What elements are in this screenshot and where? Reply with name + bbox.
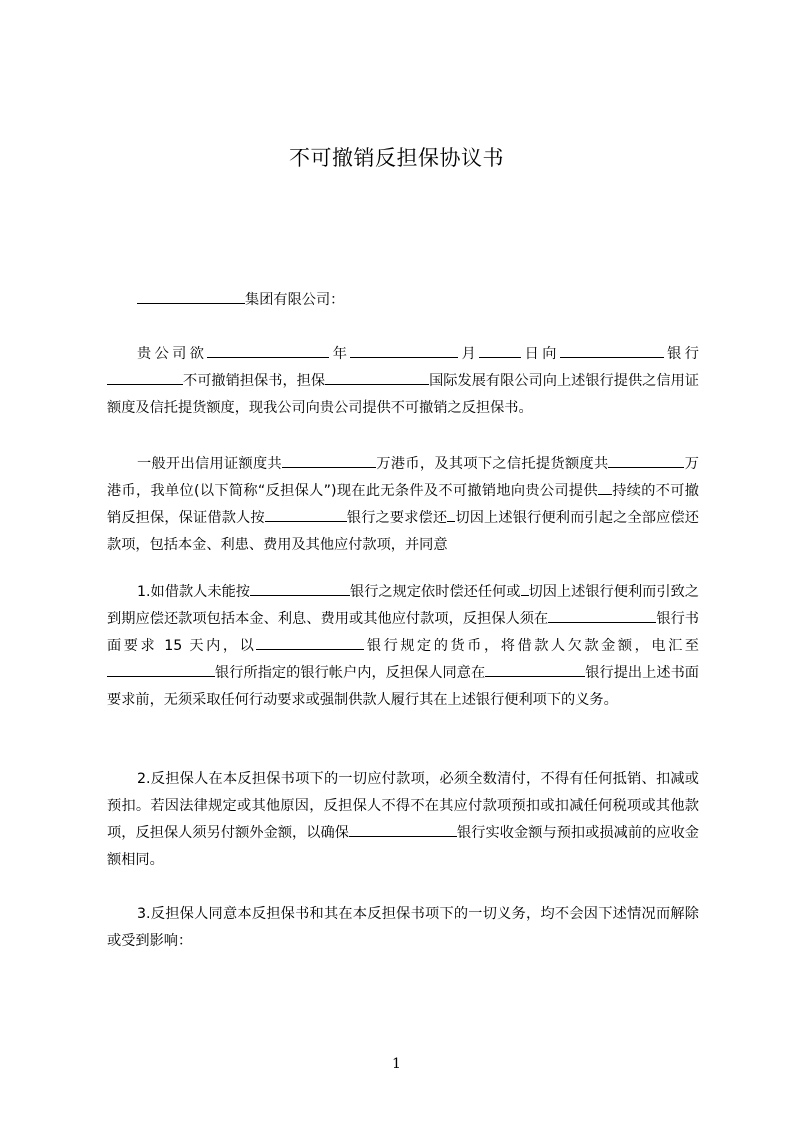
para1-text-2: 年 — [329, 346, 351, 362]
paragraph-2 — [107, 451, 699, 559]
clause-2 — [107, 766, 699, 874]
para2-text-4: 持续的不可撤销反担保，保证借款人按 — [107, 483, 699, 526]
blank — [207, 343, 329, 358]
blank — [265, 507, 347, 522]
clause1-text-6: 银行所指定的银行帐户内，反担保人同意在 — [215, 665, 486, 681]
clause1-text-3: 切因上述银行便利而引致之到期应偿还款项包括本金、利息、费用或其他应付款项，反担保人须在 — [107, 584, 699, 627]
blank — [256, 635, 364, 650]
page-number: 1 — [392, 1056, 401, 1072]
clause3-text-1: 3.反担保人同意本反担保书和其在本反担保书项下的一切义务，均不会因下述情况而解除或受到影响： — [107, 906, 699, 949]
blank — [485, 662, 585, 677]
para2-text-2: 万港币，及其项下之信托提货额度共 — [376, 456, 609, 472]
clause2-text-1: 2.反担保人在本反担保书项下的一切应付款项，必须全数清付，不得有任何抵销、扣减或预扣。若因法律规定或其他原因，反担保人不得不在其应付款项预扣或扣减任何税项或其他款项，反担保人须另付额外金额，以确保 — [107, 771, 699, 841]
blank — [282, 453, 376, 468]
blank — [598, 480, 612, 495]
clause1-text-2: 银行之规定依时偿还任何或 — [350, 584, 521, 600]
document-title: 不可撤销反担保协议书 — [289, 146, 504, 170]
blank — [560, 343, 664, 358]
blank — [350, 343, 458, 358]
addressee-suffix: 集团有限公司： — [245, 292, 345, 308]
clause1-text-4: 银行书面要求 15 天内，以 — [107, 611, 699, 654]
clause1-text-1: 1.如借款人未能按 — [137, 584, 250, 600]
blank — [548, 608, 656, 623]
blank — [479, 343, 521, 358]
blank — [107, 662, 215, 677]
blank — [325, 370, 429, 385]
clause2-text-2: 银行实收金额与预扣或损减前的应收金额相同。 — [107, 825, 699, 868]
para2-text-1: 一般开出信用证额度共 — [137, 456, 283, 472]
para2-text-5: 银行之要求偿还 — [346, 510, 448, 526]
clause-1 — [107, 579, 699, 714]
clause1-text-7: 银行提出上述书面要求前，无须采取任何行动要求或强制供款人履行其在上述银行便利项下的义务。 — [107, 665, 699, 708]
clause-3 — [107, 901, 699, 955]
para2-text-6: 切因上述银行便利而引起之全部应偿还款项，包括本金、利患、费用及其他应付款项，并同意 — [107, 510, 699, 553]
para2-text-3: 万港币，我单位(以下简称“反担保人”)现在此无条件及不可撤销地向贵公司提供 — [107, 456, 699, 499]
blank — [608, 453, 684, 468]
para1-text-4: 日向 — [521, 346, 560, 362]
para1-text-3: 月 — [458, 346, 480, 362]
paragraph-1 — [107, 341, 699, 422]
para1-text-6: 不可撤销担保书，担保 — [183, 373, 326, 389]
para1-text-1: 贵公司欲 — [137, 346, 208, 362]
para1-text-5: 银行 — [663, 346, 699, 362]
blank — [250, 581, 350, 596]
blank — [107, 370, 183, 385]
company-blank — [137, 289, 245, 304]
addressee-line — [107, 287, 699, 314]
clause1-text-5: 银行规定的货币，将借款人欠款金额，电汇至 — [364, 638, 699, 654]
blank — [349, 822, 457, 837]
blank — [521, 581, 529, 596]
para1-text-7: 国际发展有限公司向上述银行提供之信用证额度及信托提货额度，现我公司向贵公司提供不可撤销之反担保书。 — [107, 373, 699, 416]
